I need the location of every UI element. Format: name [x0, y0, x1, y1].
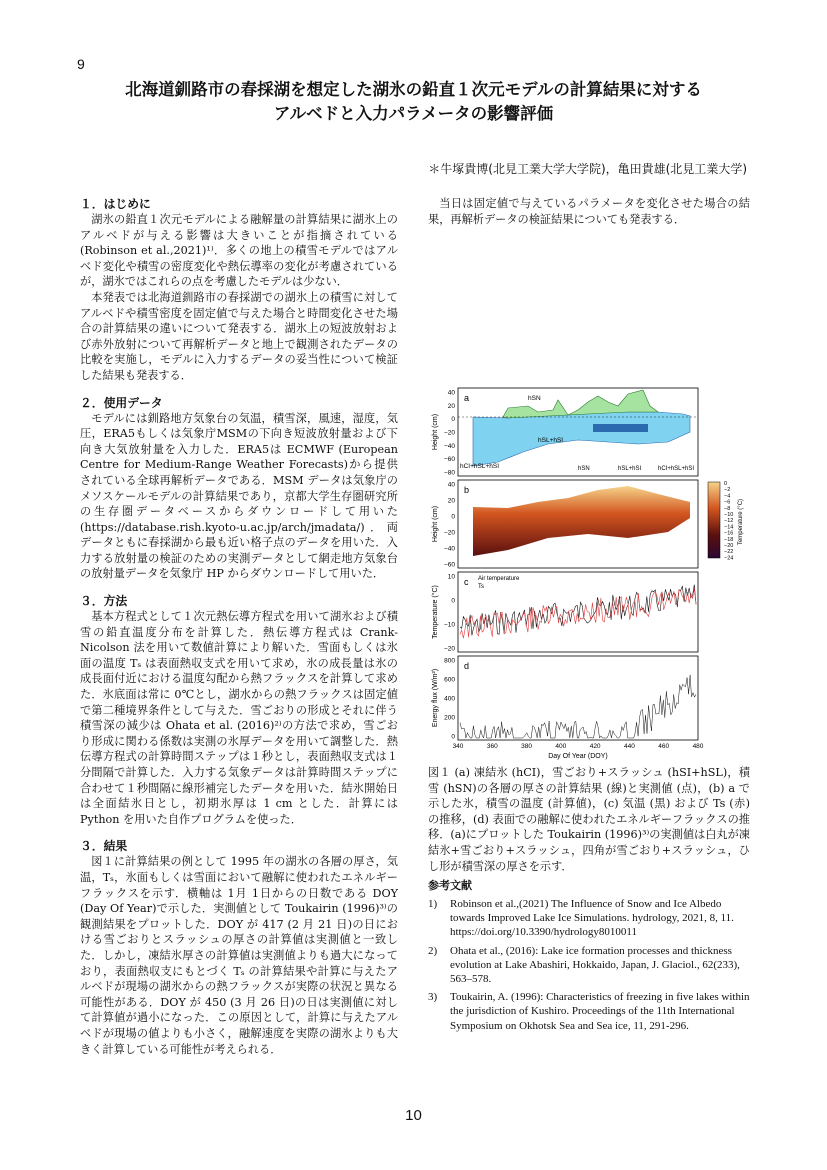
annotation-hci: hCI+hSL+hSI: [460, 463, 500, 470]
x-tick-label: 400: [555, 743, 567, 750]
paper-title: [60, 78, 767, 126]
colorbar-label: Temperature (°C): [738, 498, 744, 546]
y-tick-label: 40: [447, 481, 455, 489]
y-tick-label: −60: [443, 456, 455, 464]
colorbar-tick: −18: [724, 536, 734, 543]
colorbar-tick: −4: [724, 493, 731, 500]
paragraph: モデルには釧路地方気象台の気温，積雪深，風速，湿度，気圧，ERA5もしくは気象庁MSMの下向き短波放射量および下向き大気放射量を入力した．ERA5は ECMWF (European Centre for Medium-Range Weather Forecasts)から提供されている全球再解析データである．MSM データは気象庁のメソスケールモデルの計算結果であり，京都大学生存圏研究所の生存圏データベースからダウンロードして用いた(https://database.rish.kyoto-u.ac.jp/arch/jmadata/)．両データともに春採湖から最も近い格子点のデータを用いた．入力する放射量の検証のための実測データとして網走地方気象台の放射量データを気象庁 HP からダウンロードして用いた．: [80, 411, 398, 581]
colorbar-tick: −2: [724, 487, 731, 494]
page-top-number: 9: [77, 56, 85, 72]
colorbar-tick: −22: [724, 549, 734, 556]
x-tick-label: 360: [486, 743, 498, 750]
colorbar: [708, 482, 720, 558]
figure-1: [428, 382, 750, 760]
y-axis-label: Height (cm): [432, 505, 439, 543]
y-tick-label: 400: [444, 695, 455, 703]
section-heading-method: ３．方法: [80, 594, 128, 609]
paragraph-results-2: 当日は固定値で与えているパラメータを変化させた場合の結果，再解析データの検証結果についても発表する．: [428, 197, 750, 226]
section-heading-results: ３．結果: [80, 839, 128, 854]
panel-label: b: [464, 485, 470, 495]
paragraph: 湖氷の鉛直１次元モデルによる融解量の計算結果に湖氷上のアルベドが与える影響は大きいことが指摘されている(Robinson et al.,2021)¹⁾．多くの地上の積雪モデルではアルベド変化や積雪の密度変化や熱伝導率の変化が考慮されているが，湖氷ではこれらの点を考慮したモデルは少ない．: [80, 213, 398, 289]
authors: ＊牛塚貴博(北見工業大学大学院)，亀田貴雄(北見工業大学): [428, 162, 747, 176]
legend-entry-a: hCI+hSL+hSI: [658, 466, 695, 472]
panel-label: d: [464, 661, 470, 671]
y-tick-label: −20: [443, 429, 455, 437]
y-tick-label: −20: [443, 529, 455, 537]
reference-item: 1) Robinson et al.,(2021) The Influence of Snow and Ice Albedo towards Improved Lake Ice Simulations. hydrology, 2021, 8, 11. https://doi.org/10.3390/hydrology8010011: [428, 898, 734, 939]
section-heading-intro: １．はじめに: [80, 197, 151, 211]
colorbar-tick: −24: [724, 555, 734, 562]
y-tick-label: 0: [451, 416, 455, 424]
colorbar-tick: −14: [724, 524, 734, 531]
y-tick-label: −20: [443, 645, 455, 653]
colorbar-tick: −20: [724, 543, 734, 549]
y-tick-label: 0: [451, 597, 455, 605]
y-tick-label: 40: [447, 389, 455, 397]
y-tick-label: 0: [451, 733, 455, 741]
panel-d-energy-flux: [460, 675, 696, 738]
legend-entry-a: hSL+hSI: [618, 466, 642, 472]
y-tick-label: −60: [443, 561, 455, 569]
y-tick-label: 20: [447, 497, 455, 505]
y-tick-label: 20: [447, 402, 455, 410]
x-tick-label: 380: [521, 743, 533, 750]
y-tick-label: 800: [444, 657, 455, 665]
left-column: [80, 196, 398, 1057]
y-tick-label: 0: [451, 513, 455, 521]
colorbar-tick: −12: [724, 518, 734, 525]
page-bottom-number: 10: [405, 1107, 422, 1124]
colorbar-tick: −8: [724, 505, 731, 512]
right-column: [428, 196, 750, 227]
reference-item: 2) Ohata et al., (2016): Lake ice formation processes and thickness evolution at Lake Abashiri, Hokkaido, Japan, J. Glaciol., 62(233), 563–578.: [428, 944, 740, 986]
colorbar-tick: 0: [724, 481, 728, 487]
y-axis-label: Temperature (°C): [432, 585, 439, 639]
references-list: [428, 897, 750, 1037]
y-axis-label: Energy flux (W/m²): [432, 668, 439, 728]
panel-c-temperature-lines: [460, 585, 696, 639]
panel-label: c: [464, 577, 469, 587]
panel-label: a: [464, 393, 470, 403]
title-line-2: アルベドと入力パラメータの影響評価: [273, 104, 554, 123]
y-tick-label: −80: [443, 469, 455, 477]
colorbar-tick: −6: [724, 499, 731, 506]
x-tick-label: 340: [452, 743, 464, 750]
x-tick-label: 460: [658, 743, 670, 750]
legend-entry-a: hSN: [578, 466, 590, 472]
air-temperature-line: [460, 585, 696, 636]
annotation-hsl: hSL+hSI: [538, 437, 564, 444]
y-tick-label: −40: [443, 442, 455, 450]
y-tick-label: −10: [443, 621, 455, 629]
legend-entry-c: Air temperature: [478, 576, 520, 582]
y-axis-label: Height (cm): [432, 413, 439, 451]
panel-b-temperature-field: [473, 482, 720, 558]
panel-a-layers: [458, 390, 698, 466]
y-tick-label: −40: [443, 545, 455, 553]
section-heading-data: ２．使用データ: [80, 395, 163, 410]
legend-entry-c: Ts: [478, 584, 484, 590]
paragraph: 基本方程式として１次元熱伝導方程式を用いて湖氷および積雪の鉛直温度分布を計算した．熱伝導方程式は Crank-Nicolson 法を用いて数値計算により解いた．雪面もしくは氷面の温度 Tₛ は表面熱収支式を用いて求め，氷の成長量は氷の成長面付近における温度勾配から熱フラックスを計算して求めた．氷底面は常に 0℃とし，湖水からの熱フラックスは固定値で第二種境界条件として与えた．雪ごおりの形成とそれに伴う積雪深の減少は Ohata et al. (2016)²⁾の方法で求め，雪ごおり形成に関わる係数は実測の氷厚データを用いて調整した．熱伝導方程式の計算時間ステップは１秒とし，表面熱収支式は１分間隔で計算した．入力する気象データは計算時間ステップに合わせて１秒間隔に線形補完したデータを用いた．結氷開始日は全面結氷日とし，初期氷厚は 1 cm とした．計算には Python を用いた自作プログラムを使った．: [80, 610, 398, 826]
annotation-hsn: hSN: [528, 395, 541, 402]
paragraph: 本発表では北海道釧路市の春採湖での湖氷上の積雪に対してアルベドや積雪密度を固定値で与えた場合と時間変化させた場合の計算結果の違いについて発表する．湖氷上の短波放射および赤外放射について再解析データと地上で観測されたデータの比較を実施し，モデルに入力するデータの妥当性について検証した結果も発表する．: [80, 290, 398, 382]
y-tick-label: 10: [447, 573, 455, 581]
references-heading: 参考文献: [428, 879, 472, 892]
x-tick-label: 440: [623, 743, 635, 750]
x-tick-label: 420: [589, 743, 601, 750]
y-tick-label: 600: [444, 676, 455, 684]
title-line-1: 北海道釧路市の春採湖を想定した湖氷の鉛直１次元モデルの計算結果に対する: [125, 80, 702, 99]
y-tick-label: 200: [444, 714, 455, 722]
temperature-field: [473, 486, 690, 556]
paragraph-results-1: 図１に計算結果の例として 1995 年の湖氷の各層の厚さ，気温，Tₛ，氷面もしくは雪面において融解に使われたエネルギーフラックスを示す．横軸は 1月 1日からの日数である DOY (Day Of Year)で示した．実測値として Toukairin (1996)³⁾の観測結果をプロットした．DOY が 417 (2 月 21 日)の日における雪ごおりとスラッシュの厚さの計算値は実測値と一致した．しかし，凍結氷厚さの計算値は実測値よりも過大になっており，表面熱収支にもとづく Tₛ の計算結果や計算に与えたアルベドが現場の湖氷からの熱フラックスが実際の状況と異なる可能性がある．DOY が 450 (3 月 26 日)の日は実測値に対して計算値が過小になった．この原因として，計算に与えたアルベドが現場の値よりも小さく，融解速度を実際の湖氷よりも大きく計算している可能性が考えられる．: [80, 855, 398, 1056]
figure-caption: 図１ (a) 凍結氷 (hCI)，雪ごおり+スラッシュ (hSI+hSL)，積雪 (hSN)の各層の厚さの計算結果 (線)と実測値 (点)，(b) a で示した氷，積雪の温度 (計算値)，(c) 気温 (黒) および Ts (赤) の推移，(d) 表面での融解に使われたエネルギーフラックスの推移．(a)にプロットした Toukairin (1996)³⁾の実測値は白丸が凍結氷+雪ごおり+スラッシュ，四角が雪ごおり+スラッシュ，ひし形が積雪深の厚さを示す．: [428, 766, 750, 873]
energy-flux-line: [460, 675, 696, 738]
reference-item: 3) Toukairin, A. (1996): Characteristics of freezing in five lakes within the jurisdiction of Kushiro. Proceedings of the 11th International Symposium on Okhotsk Sea and Sea ice, 11, 291-296.: [428, 991, 750, 1032]
colorbar-tick: −16: [724, 530, 734, 537]
x-tick-label: 480: [692, 743, 704, 750]
colorbar-tick: −10: [724, 512, 734, 518]
x-axis-label: Day Of Year (DOY): [548, 753, 608, 760]
